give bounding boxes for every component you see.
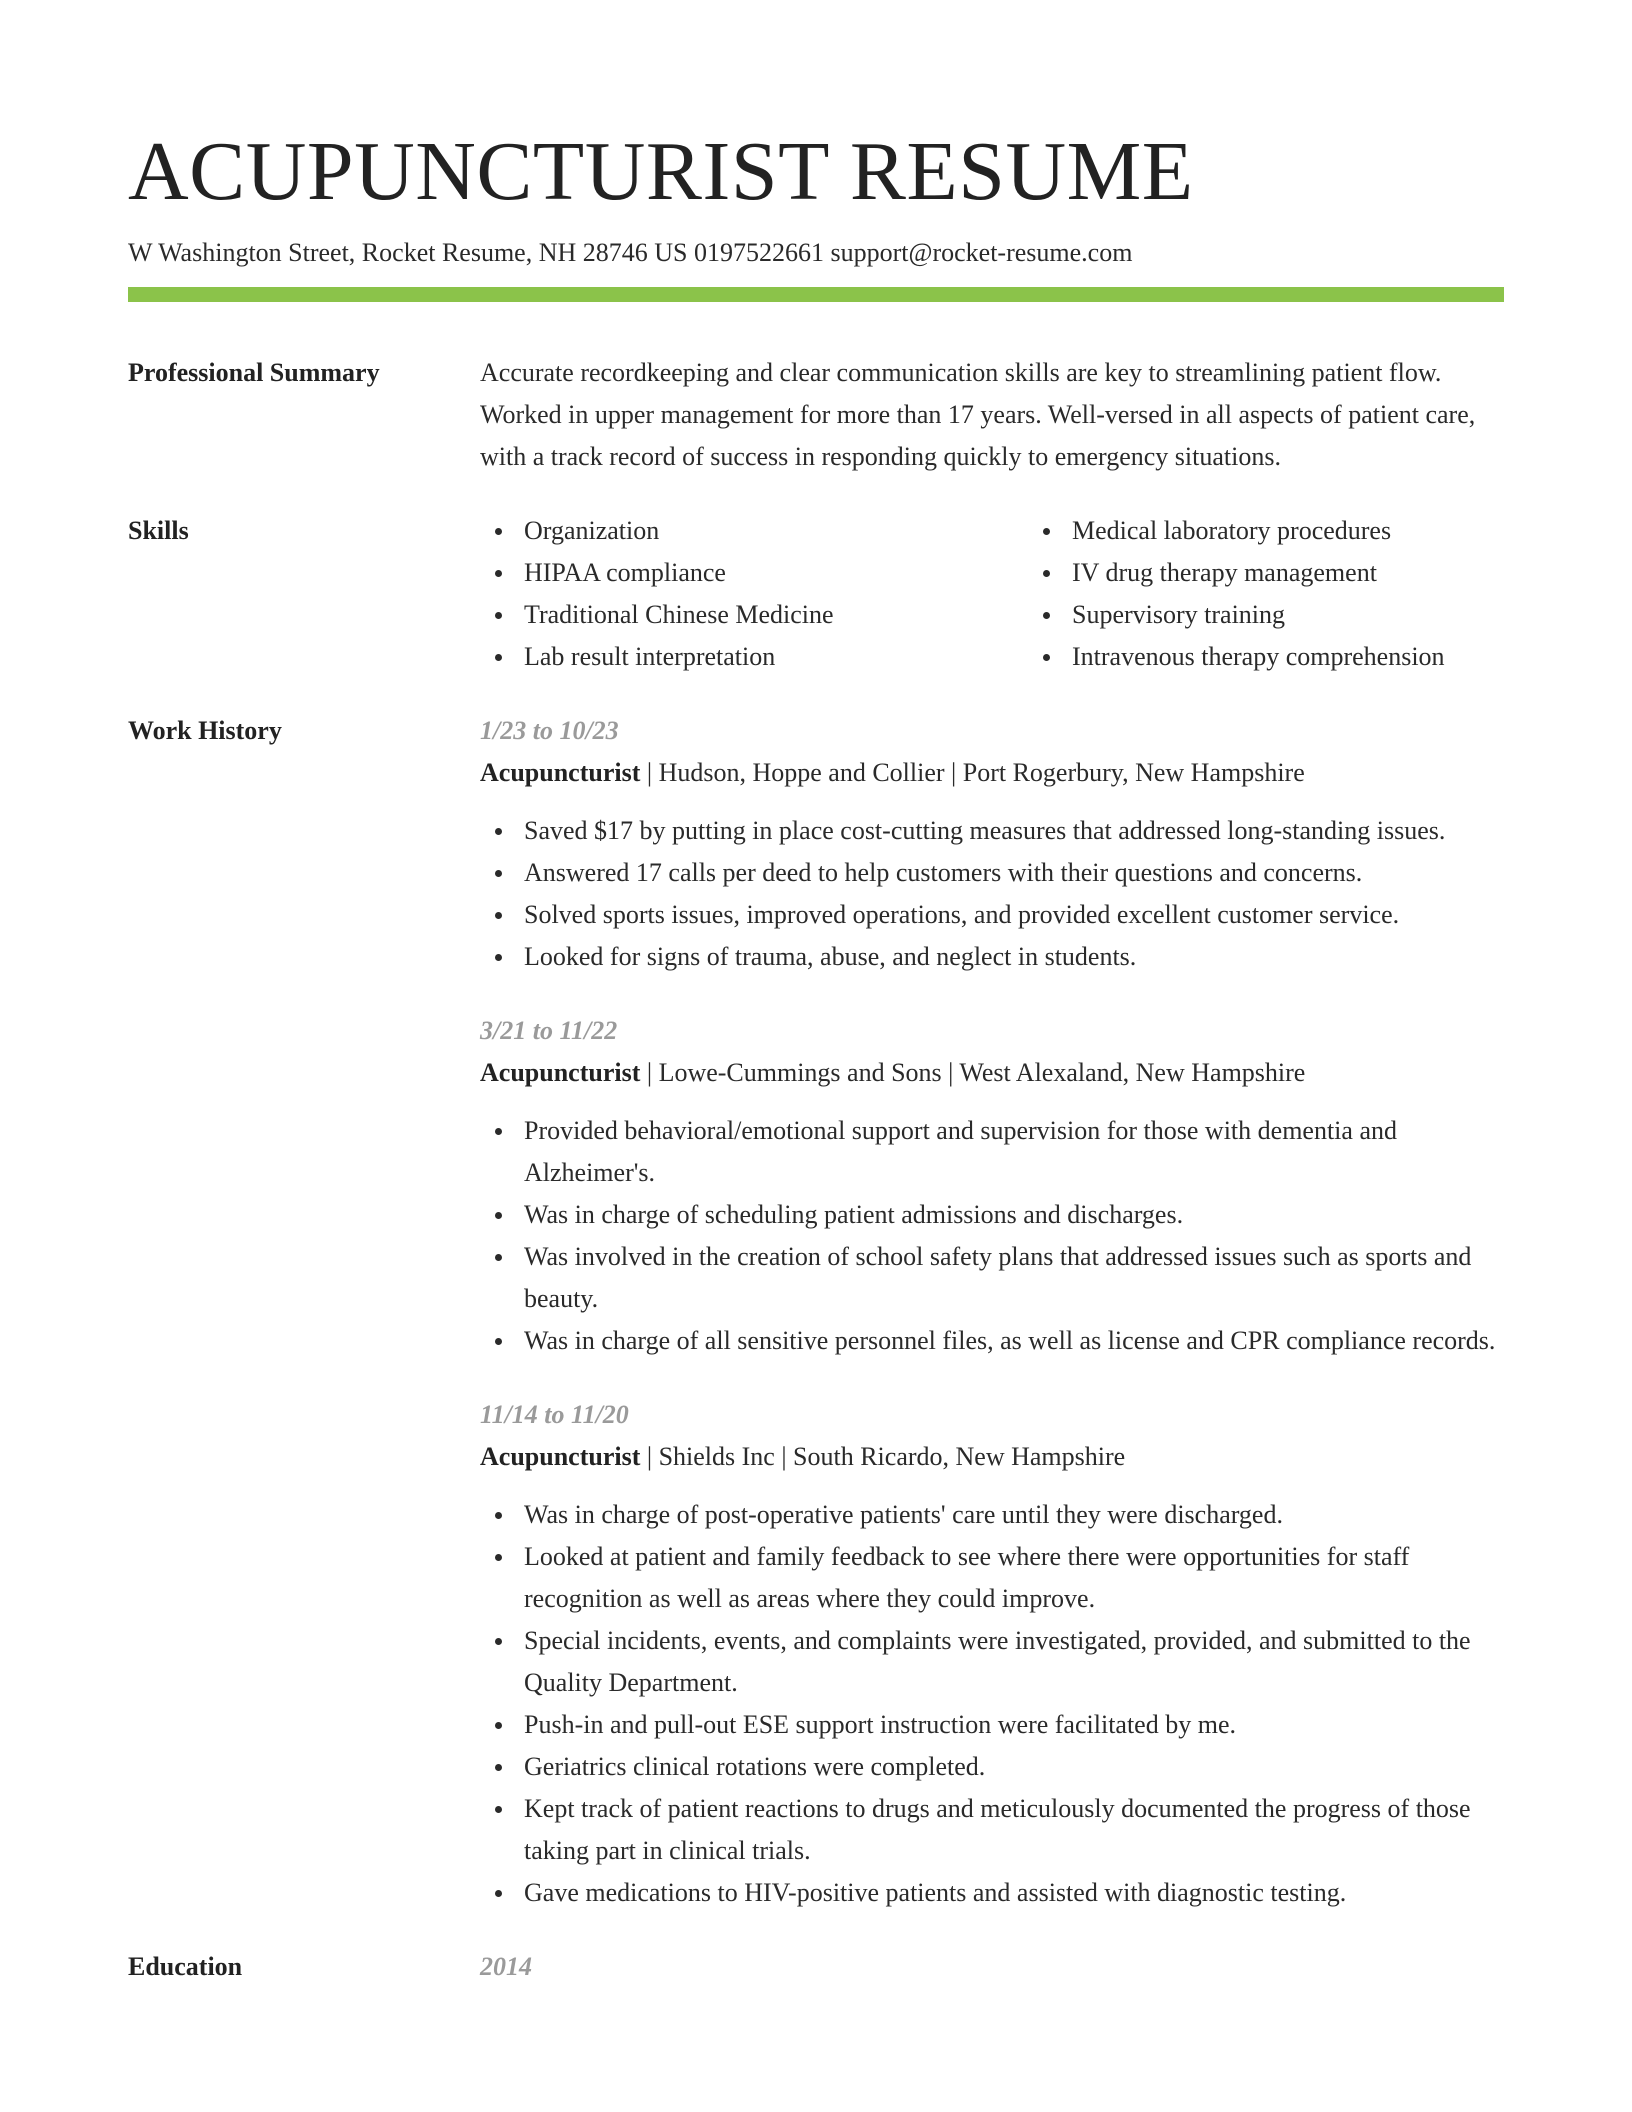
skills-section bbox=[128, 510, 1504, 678]
job-bullet: Looked for signs of trauma, abuse, and neglect in students. bbox=[524, 936, 1504, 978]
job-bullet: Geriatrics clinical rotations were completed. bbox=[524, 1746, 1504, 1788]
skill-item: HIPAA compliance bbox=[524, 552, 1028, 594]
summary-text: Accurate recordkeeping and clear communication skills are key to streamlining patient flow. Worked in upper management for more than 17 years. Well-versed in all aspects of patient care, with a track record of success in responding quickly to emergency situations. bbox=[480, 358, 1476, 471]
job-title: Acupuncturist bbox=[480, 758, 641, 787]
job-heading bbox=[480, 752, 1504, 794]
skill-item: Supervisory training bbox=[1072, 594, 1576, 636]
job-bullet: Special incidents, events, and complaints were investigated, provided, and submitted to the Quality Department. bbox=[524, 1620, 1504, 1704]
skill-item: Traditional Chinese Medicine bbox=[524, 594, 1028, 636]
job-bullet: Kept track of patient reactions to drugs and meticulously documented the progress of those taking part in clinical trials. bbox=[524, 1788, 1504, 1872]
job-entry bbox=[480, 1010, 1504, 1362]
professional-summary-section bbox=[128, 352, 1504, 478]
work-history-list bbox=[480, 710, 1504, 1914]
job-dates: 11/14 to 11/20 bbox=[480, 1400, 629, 1429]
job-bullet: Was involved in the creation of school safety plans that addressed issues such as sports and beauty. bbox=[524, 1236, 1504, 1320]
work-history-section bbox=[128, 710, 1504, 1914]
job-bullet: Was in charge of post-operative patients' care until they were discharged. bbox=[524, 1494, 1504, 1536]
job-details: | Shields Inc | South Ricardo, New Hampshire bbox=[640, 1442, 1126, 1471]
skill-item: Organization bbox=[524, 510, 1028, 552]
job-title: Acupuncturist bbox=[480, 1058, 641, 1087]
skill-item: Medical laboratory procedures bbox=[1072, 510, 1576, 552]
job-bullets bbox=[480, 1110, 1504, 1362]
section-label-skills: Skills bbox=[128, 516, 189, 545]
job-dates: 3/21 to 11/22 bbox=[480, 1016, 618, 1045]
job-bullets bbox=[480, 1494, 1504, 1914]
job-bullet: Provided behavioral/emotional support and supervision for those with dementia and Alzheimer's. bbox=[524, 1110, 1504, 1194]
job-details: | Hudson, Hoppe and Collier | Port Rogerbury, New Hampshire bbox=[640, 758, 1305, 787]
education-year: 2014 bbox=[480, 1952, 532, 1981]
contact-line: W Washington Street, Rocket Resume, NH 28746 US 0197522661 support@rocket-resume.com bbox=[128, 238, 1133, 267]
job-bullet: Looked at patient and family feedback to see where there were opportunities for staff recognition as well as areas where they could improve. bbox=[524, 1536, 1504, 1620]
skills-grid bbox=[480, 510, 1576, 678]
job-bullet: Answered 17 calls per deed to help customers with their questions and concerns. bbox=[524, 852, 1504, 894]
job-bullet: Gave medications to HIV-positive patients and assisted with diagnostic testing. bbox=[524, 1872, 1504, 1914]
job-bullets bbox=[480, 810, 1504, 978]
job-heading bbox=[480, 1052, 1504, 1094]
job-bullet: Push-in and pull-out ESE support instruction were facilitated by me. bbox=[524, 1704, 1504, 1746]
education-body bbox=[480, 1946, 1504, 1988]
job-entry bbox=[480, 1394, 1504, 1914]
job-bullet: Solved sports issues, improved operations, and provided excellent customer service. bbox=[524, 894, 1504, 936]
job-heading bbox=[480, 1436, 1504, 1478]
resume-title: ACUPUNCTURIST RESUME bbox=[128, 125, 1194, 218]
section-label-education: Education bbox=[128, 1952, 243, 1981]
skill-item: IV drug therapy management bbox=[1072, 552, 1576, 594]
education-section bbox=[128, 1946, 1504, 1988]
section-label-work: Work History bbox=[128, 716, 282, 745]
job-details: | Lowe-Cummings and Sons | West Alexaland, New Hampshire bbox=[640, 1058, 1306, 1087]
section-label-summary: Professional Summary bbox=[128, 358, 380, 387]
skills-column-right bbox=[1028, 510, 1576, 678]
resume-page bbox=[128, 118, 1504, 1988]
job-bullet: Was in charge of all sensitive personnel files, as well as license and CPR compliance records. bbox=[524, 1320, 1504, 1362]
job-entry bbox=[480, 710, 1504, 978]
job-dates: 1/23 to 10/23 bbox=[480, 716, 619, 745]
accent-divider bbox=[128, 287, 1504, 302]
job-title: Acupuncturist bbox=[480, 1442, 641, 1471]
skills-column-left bbox=[480, 510, 1028, 678]
job-bullet: Was in charge of scheduling patient admissions and discharges. bbox=[524, 1194, 1504, 1236]
skill-item: Lab result interpretation bbox=[524, 636, 1028, 678]
job-bullet: Saved $17 by putting in place cost-cutting measures that addressed long-standing issues. bbox=[524, 810, 1504, 852]
skill-item: Intravenous therapy comprehension bbox=[1072, 636, 1576, 678]
